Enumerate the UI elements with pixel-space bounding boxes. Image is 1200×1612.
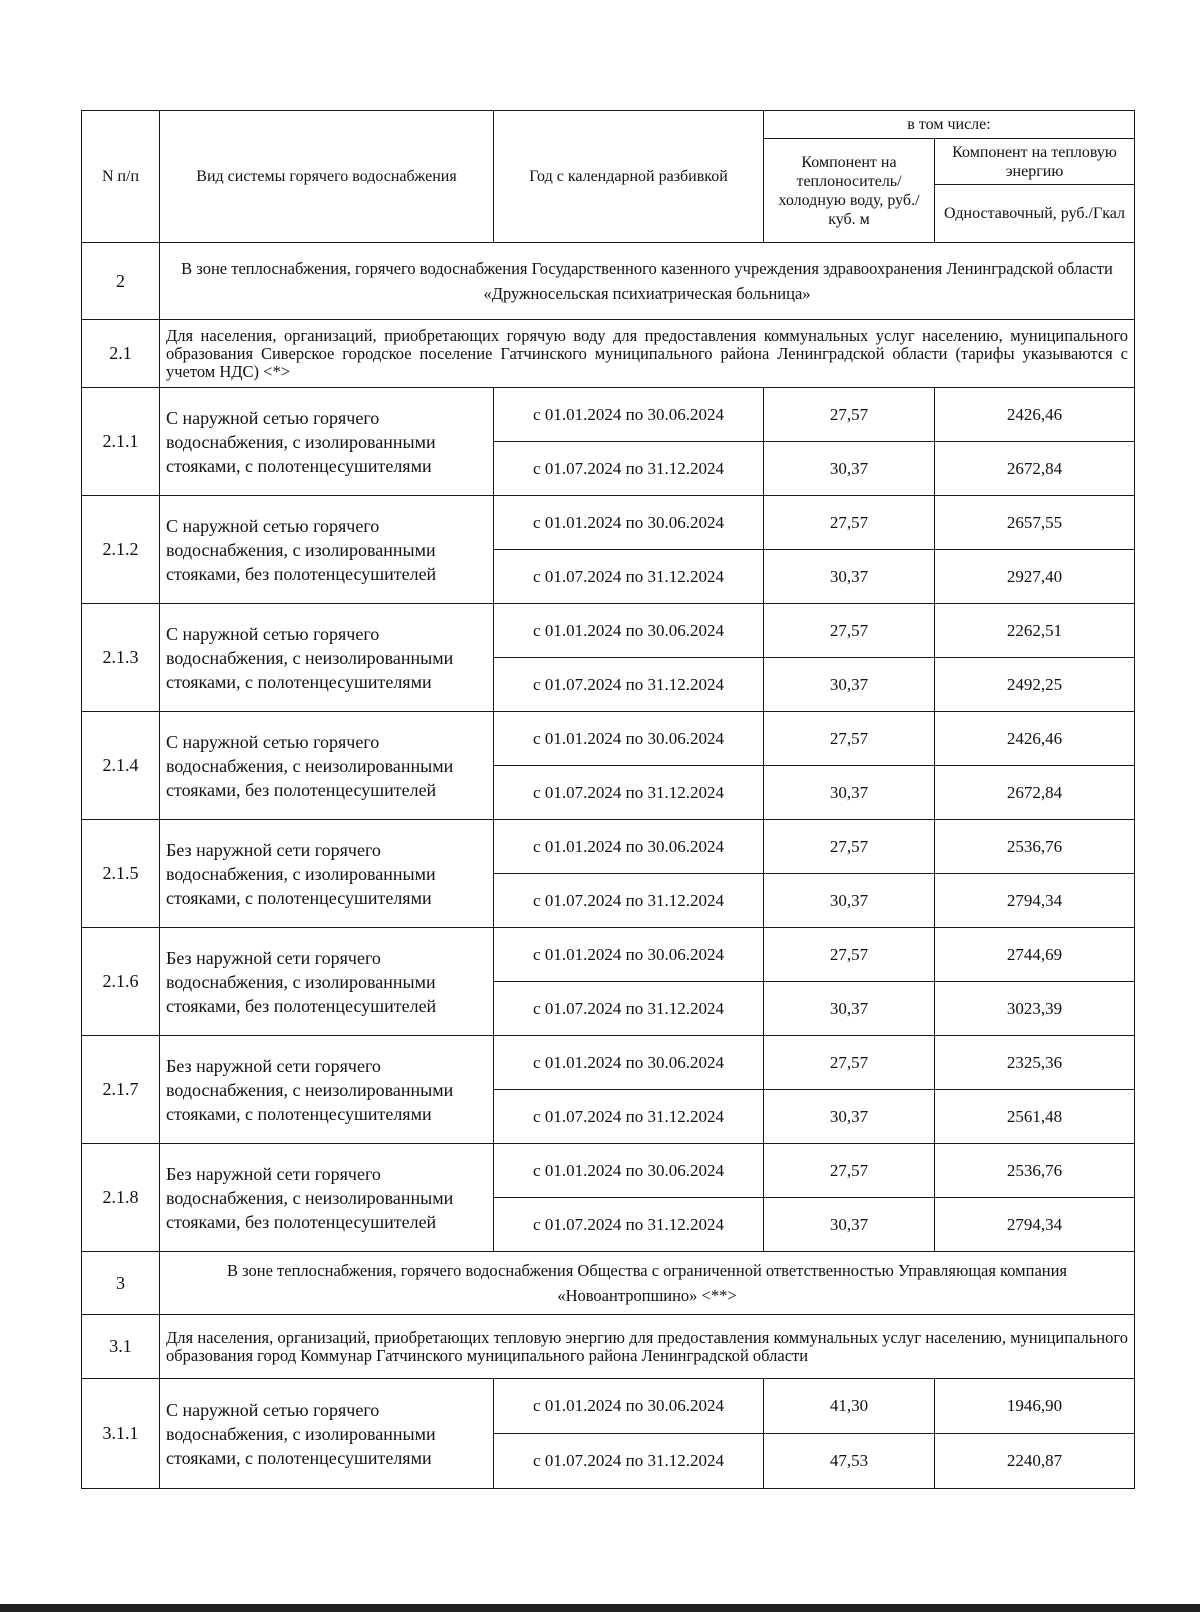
row-period: с 01.01.2024 по 30.06.2024 (494, 1379, 764, 1434)
row-coolant-value: 30,37 (764, 550, 935, 604)
row-coolant-value: 27,57 (764, 712, 935, 766)
table-row (82, 604, 1135, 658)
row-num: 2.1.5 (82, 820, 160, 928)
row-coolant-value: 27,57 (764, 1036, 935, 1090)
row-period: с 01.07.2024 по 31.12.2024 (494, 982, 764, 1036)
row-thermal-value: 2794,34 (935, 874, 1135, 928)
table-row (82, 1379, 1135, 1434)
row-coolant-value: 27,57 (764, 928, 935, 982)
row-system-type: Без наружной сети горячего водоснабжения, с неизолированными стояками, без полотенцесушителей (160, 1144, 494, 1252)
row-period: с 01.07.2024 по 31.12.2024 (494, 1434, 764, 1489)
row-period: с 01.07.2024 по 31.12.2024 (494, 658, 764, 712)
row-num: 2.1.1 (82, 388, 160, 496)
row-coolant-value: 41,30 (764, 1379, 935, 1434)
row-period: с 01.07.2024 по 31.12.2024 (494, 874, 764, 928)
row-coolant-value: 30,37 (764, 658, 935, 712)
row-thermal-value: 2657,55 (935, 496, 1135, 550)
row-system-type: Без наружной сети горячего водоснабжения, с изолированными стояками, без полотенцесушителей (160, 928, 494, 1036)
row-thermal-value: 2426,46 (935, 712, 1135, 766)
row-system-type: С наружной сетью горячего водоснабжения, с неизолированными стояками, без полотенцесушителей (160, 712, 494, 820)
category-3-1-text: Для населения, организаций, приобретающих тепловую энергию для предоставления коммунальных услуг населению, муниципального образования город Коммунар Гатчинского муниципального района Ленинградской области (160, 1315, 1135, 1379)
header-group: в том числе: (764, 111, 1135, 139)
row-thermal-value: 2426,46 (935, 388, 1135, 442)
row-thermal-value: 2744,69 (935, 928, 1135, 982)
row-thermal-value: 2492,25 (935, 658, 1135, 712)
row-coolant-value: 30,37 (764, 982, 935, 1036)
row-period: с 01.07.2024 по 31.12.2024 (494, 1198, 764, 1252)
row-period: с 01.01.2024 по 30.06.2024 (494, 1036, 764, 1090)
row-period: с 01.01.2024 по 30.06.2024 (494, 712, 764, 766)
row-num: 3.1.1 (82, 1379, 160, 1489)
row-thermal-value: 2262,51 (935, 604, 1135, 658)
table-row (82, 928, 1135, 982)
row-thermal-value: 2325,36 (935, 1036, 1135, 1090)
row-thermal-value: 2240,87 (935, 1434, 1135, 1489)
row-coolant-value: 30,37 (764, 1090, 935, 1144)
row-num: 2.1.6 (82, 928, 160, 1036)
row-period: с 01.07.2024 по 31.12.2024 (494, 766, 764, 820)
row-system-type: С наружной сетью горячего водоснабжения, с изолированными стояками, с полотенцесушителями (160, 388, 494, 496)
row-coolant-value: 30,37 (764, 442, 935, 496)
row-num: 2.1.4 (82, 712, 160, 820)
row-coolant-value: 30,37 (764, 1198, 935, 1252)
row-period: с 01.07.2024 по 31.12.2024 (494, 550, 764, 604)
header-coolant: Компонент на теплоноситель/ холодную воду, руб./куб. м (764, 139, 935, 243)
table-row (82, 496, 1135, 550)
row-system-type: С наружной сетью горячего водоснабжения, с изолированными стояками, без полотенцесушителей (160, 496, 494, 604)
row-system-type: Без наружной сети горячего водоснабжения, с неизолированными стояками, с полотенцесушителями (160, 1036, 494, 1144)
row-thermal-value: 2927,40 (935, 550, 1135, 604)
row-coolant-value: 27,57 (764, 388, 935, 442)
scan-edge (0, 1604, 1200, 1612)
row-period: с 01.07.2024 по 31.12.2024 (494, 1090, 764, 1144)
row-thermal-value: 2536,76 (935, 820, 1135, 874)
row-coolant-value: 47,53 (764, 1434, 935, 1489)
table-row (82, 1036, 1135, 1090)
header-period: Год с календарной разбивкой (494, 111, 764, 243)
row-coolant-value: 30,37 (764, 766, 935, 820)
zone-3-title: В зоне теплоснабжения, горячего водоснабжения Общества с ограниченной ответственностью Управляющая компания «Новоантропшино» <**> (160, 1252, 1135, 1315)
row-thermal-value: 2672,84 (935, 442, 1135, 496)
row-period: с 01.01.2024 по 30.06.2024 (494, 388, 764, 442)
zone-2-num: 2 (82, 243, 160, 320)
zone-3-num: 3 (82, 1252, 160, 1315)
header-thermal: Компонент на тепловую энергию (935, 139, 1135, 185)
row-thermal-value: 2536,76 (935, 1144, 1135, 1198)
table-row (82, 1144, 1135, 1198)
row-coolant-value: 27,57 (764, 820, 935, 874)
category-2-1-text: Для населения, организаций, приобретающих горячую воду для предоставления коммунальных услуг населению, муниципального образования Сиверское городское поселение Гатчинского муниципального района Ленинградской области (тарифы указываются с учетом НДС) <*> (160, 320, 1135, 388)
table-row (82, 820, 1135, 874)
header-thermal-sub: Одноставочный, руб./Гкал (935, 185, 1135, 243)
row-period: с 01.01.2024 по 30.06.2024 (494, 820, 764, 874)
row-period: с 01.01.2024 по 30.06.2024 (494, 496, 764, 550)
row-system-type: Без наружной сети горячего водоснабжения, с изолированными стояками, с полотенцесушителями (160, 820, 494, 928)
row-thermal-value: 2672,84 (935, 766, 1135, 820)
row-coolant-value: 27,57 (764, 496, 935, 550)
row-period: с 01.01.2024 по 30.06.2024 (494, 928, 764, 982)
tariff-table (81, 110, 1135, 1489)
row-coolant-value: 27,57 (764, 1144, 935, 1198)
row-thermal-value: 1946,90 (935, 1379, 1135, 1434)
row-coolant-value: 27,57 (764, 604, 935, 658)
zone-3-section (82, 1252, 1135, 1489)
row-num: 2.1.2 (82, 496, 160, 604)
row-period: с 01.01.2024 по 30.06.2024 (494, 604, 764, 658)
header-num: N п/п (82, 111, 160, 243)
row-coolant-value: 30,37 (764, 874, 935, 928)
row-num: 2.1.3 (82, 604, 160, 712)
zone-2-title: В зоне теплоснабжения, горячего водоснабжения Государственного казенного учреждения здравоохранения Ленинградской области «Дружносельская психиатрическая больница» (160, 243, 1135, 320)
row-period: с 01.07.2024 по 31.12.2024 (494, 442, 764, 496)
row-num: 2.1.8 (82, 1144, 160, 1252)
zone-2-section (82, 243, 1135, 1252)
table-row (82, 388, 1135, 442)
row-system-type: С наружной сетью горячего водоснабжения, с неизолированными стояками, с полотенцесушителями (160, 604, 494, 712)
table-row (82, 712, 1135, 766)
row-thermal-value: 3023,39 (935, 982, 1135, 1036)
table-header (82, 111, 1135, 243)
row-thermal-value: 2561,48 (935, 1090, 1135, 1144)
row-period: с 01.01.2024 по 30.06.2024 (494, 1144, 764, 1198)
header-system: Вид системы горячего водоснабжения (160, 111, 494, 243)
row-num: 2.1.7 (82, 1036, 160, 1144)
row-system-type: С наружной сетью горячего водоснабжения, с изолированными стояками, с полотенцесушителями (160, 1379, 494, 1489)
category-2-1-num: 2.1 (82, 320, 160, 388)
row-thermal-value: 2794,34 (935, 1198, 1135, 1252)
category-3-1-num: 3.1 (82, 1315, 160, 1379)
